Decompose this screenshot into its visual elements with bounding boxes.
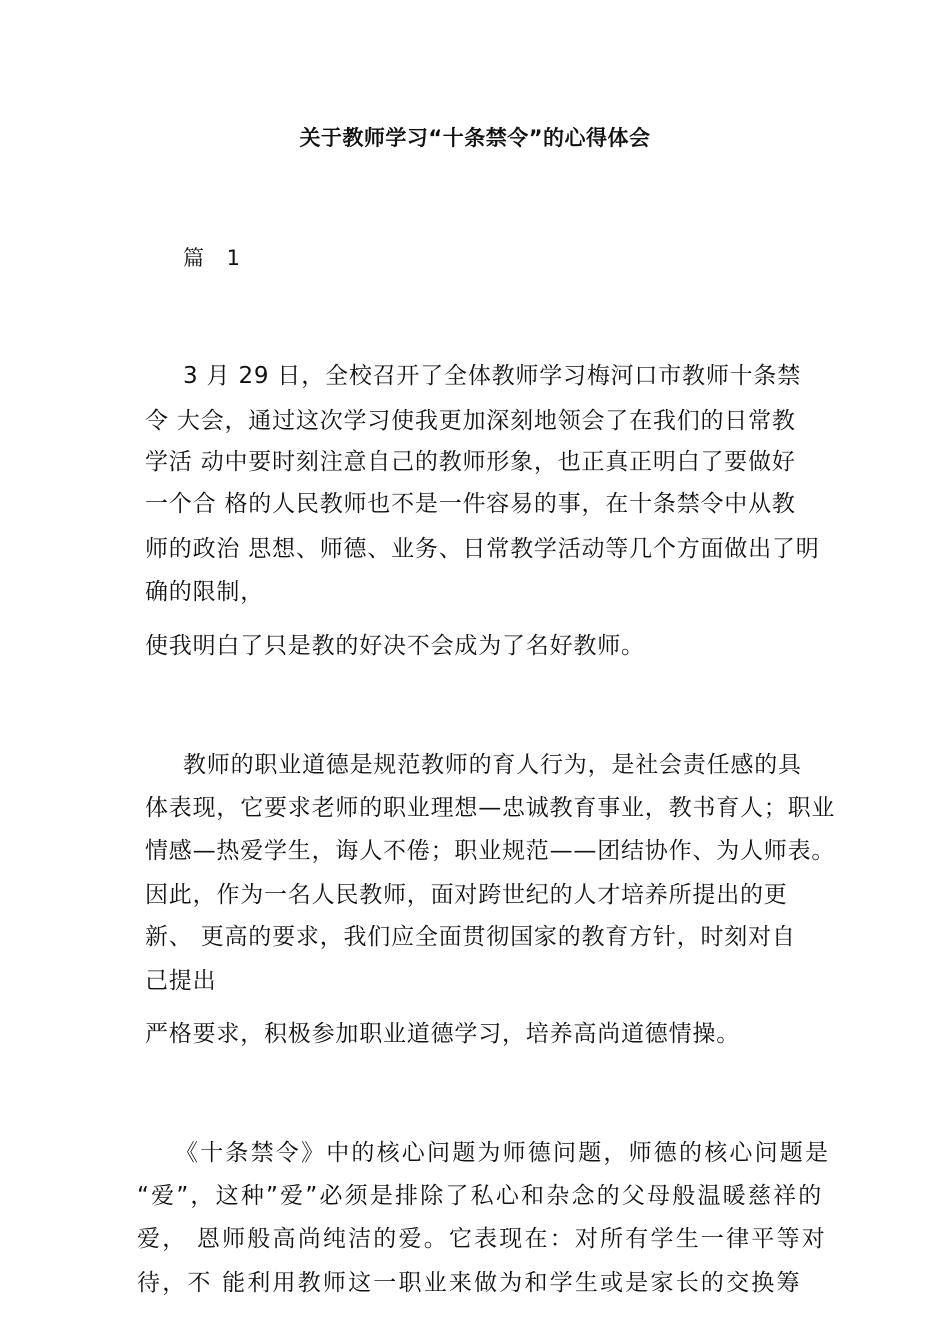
text-line: 体表现，它要求老师的职业理想—忠诚教育事业，教书育人；职业: [145, 795, 836, 821]
text-line: 己提出: [145, 968, 217, 994]
text-line: 3 月 29 日，全校召开了全体教师学习梅河口市教师十条禁: [183, 363, 802, 389]
text-line: “爱”，这种”爱”必须是排除了私心和杂念的父母般温暖慈祥的: [137, 1183, 824, 1209]
text-line: 待，不 能利用教师这一职业来做为和学生或是家长的交换筹: [137, 1270, 802, 1296]
document-title: 关于教师学习“十条禁令”的心得体会: [299, 126, 651, 150]
text-line: 教师的职业道德是规范教师的育人行为，是社会责任感的具: [183, 752, 802, 778]
text-line: 使我明白了只是教的好决不会成为了名好教师。: [145, 633, 645, 659]
text-line: 令 大会，通过这次学习使我更加深刻地领会了在我们的日常教: [145, 408, 796, 434]
text-line: 师的政治 思想、师德、业务、日常教学活动等几个方面做出了明: [145, 536, 820, 562]
section-label: 篇 1: [183, 246, 249, 270]
text-line: 因此，作为一名人民教师，面对跨世纪的人才培养所提出的更: [145, 882, 788, 908]
text-line: 爱， 恩师般高尚纯洁的爱。它表现在：对所有学生一律平等对: [137, 1226, 827, 1252]
text-line: 一个合 格的人民教师也不是一件容易的事，在十条禁令中从教: [145, 491, 796, 517]
text-line: 《十条禁令》中的核心问题为师德问题，师德的核心问题是: [175, 1140, 831, 1166]
text-line: 严格要求，积极参加职业道德学习，培养高尚道德情操。: [145, 1021, 740, 1047]
text-line: 新、 更高的要求，我们应全面贯彻国家的教育方针，时刻对自: [145, 924, 796, 950]
text-line: 确的限制，: [145, 579, 264, 605]
text-line: 学活 动中要时刻注意自己的教师形象，也正真正明白了要做好: [145, 449, 796, 475]
text-line: 情感—热爱学生，诲人不倦；职业规范——团结协作、为人师表。: [145, 838, 836, 864]
